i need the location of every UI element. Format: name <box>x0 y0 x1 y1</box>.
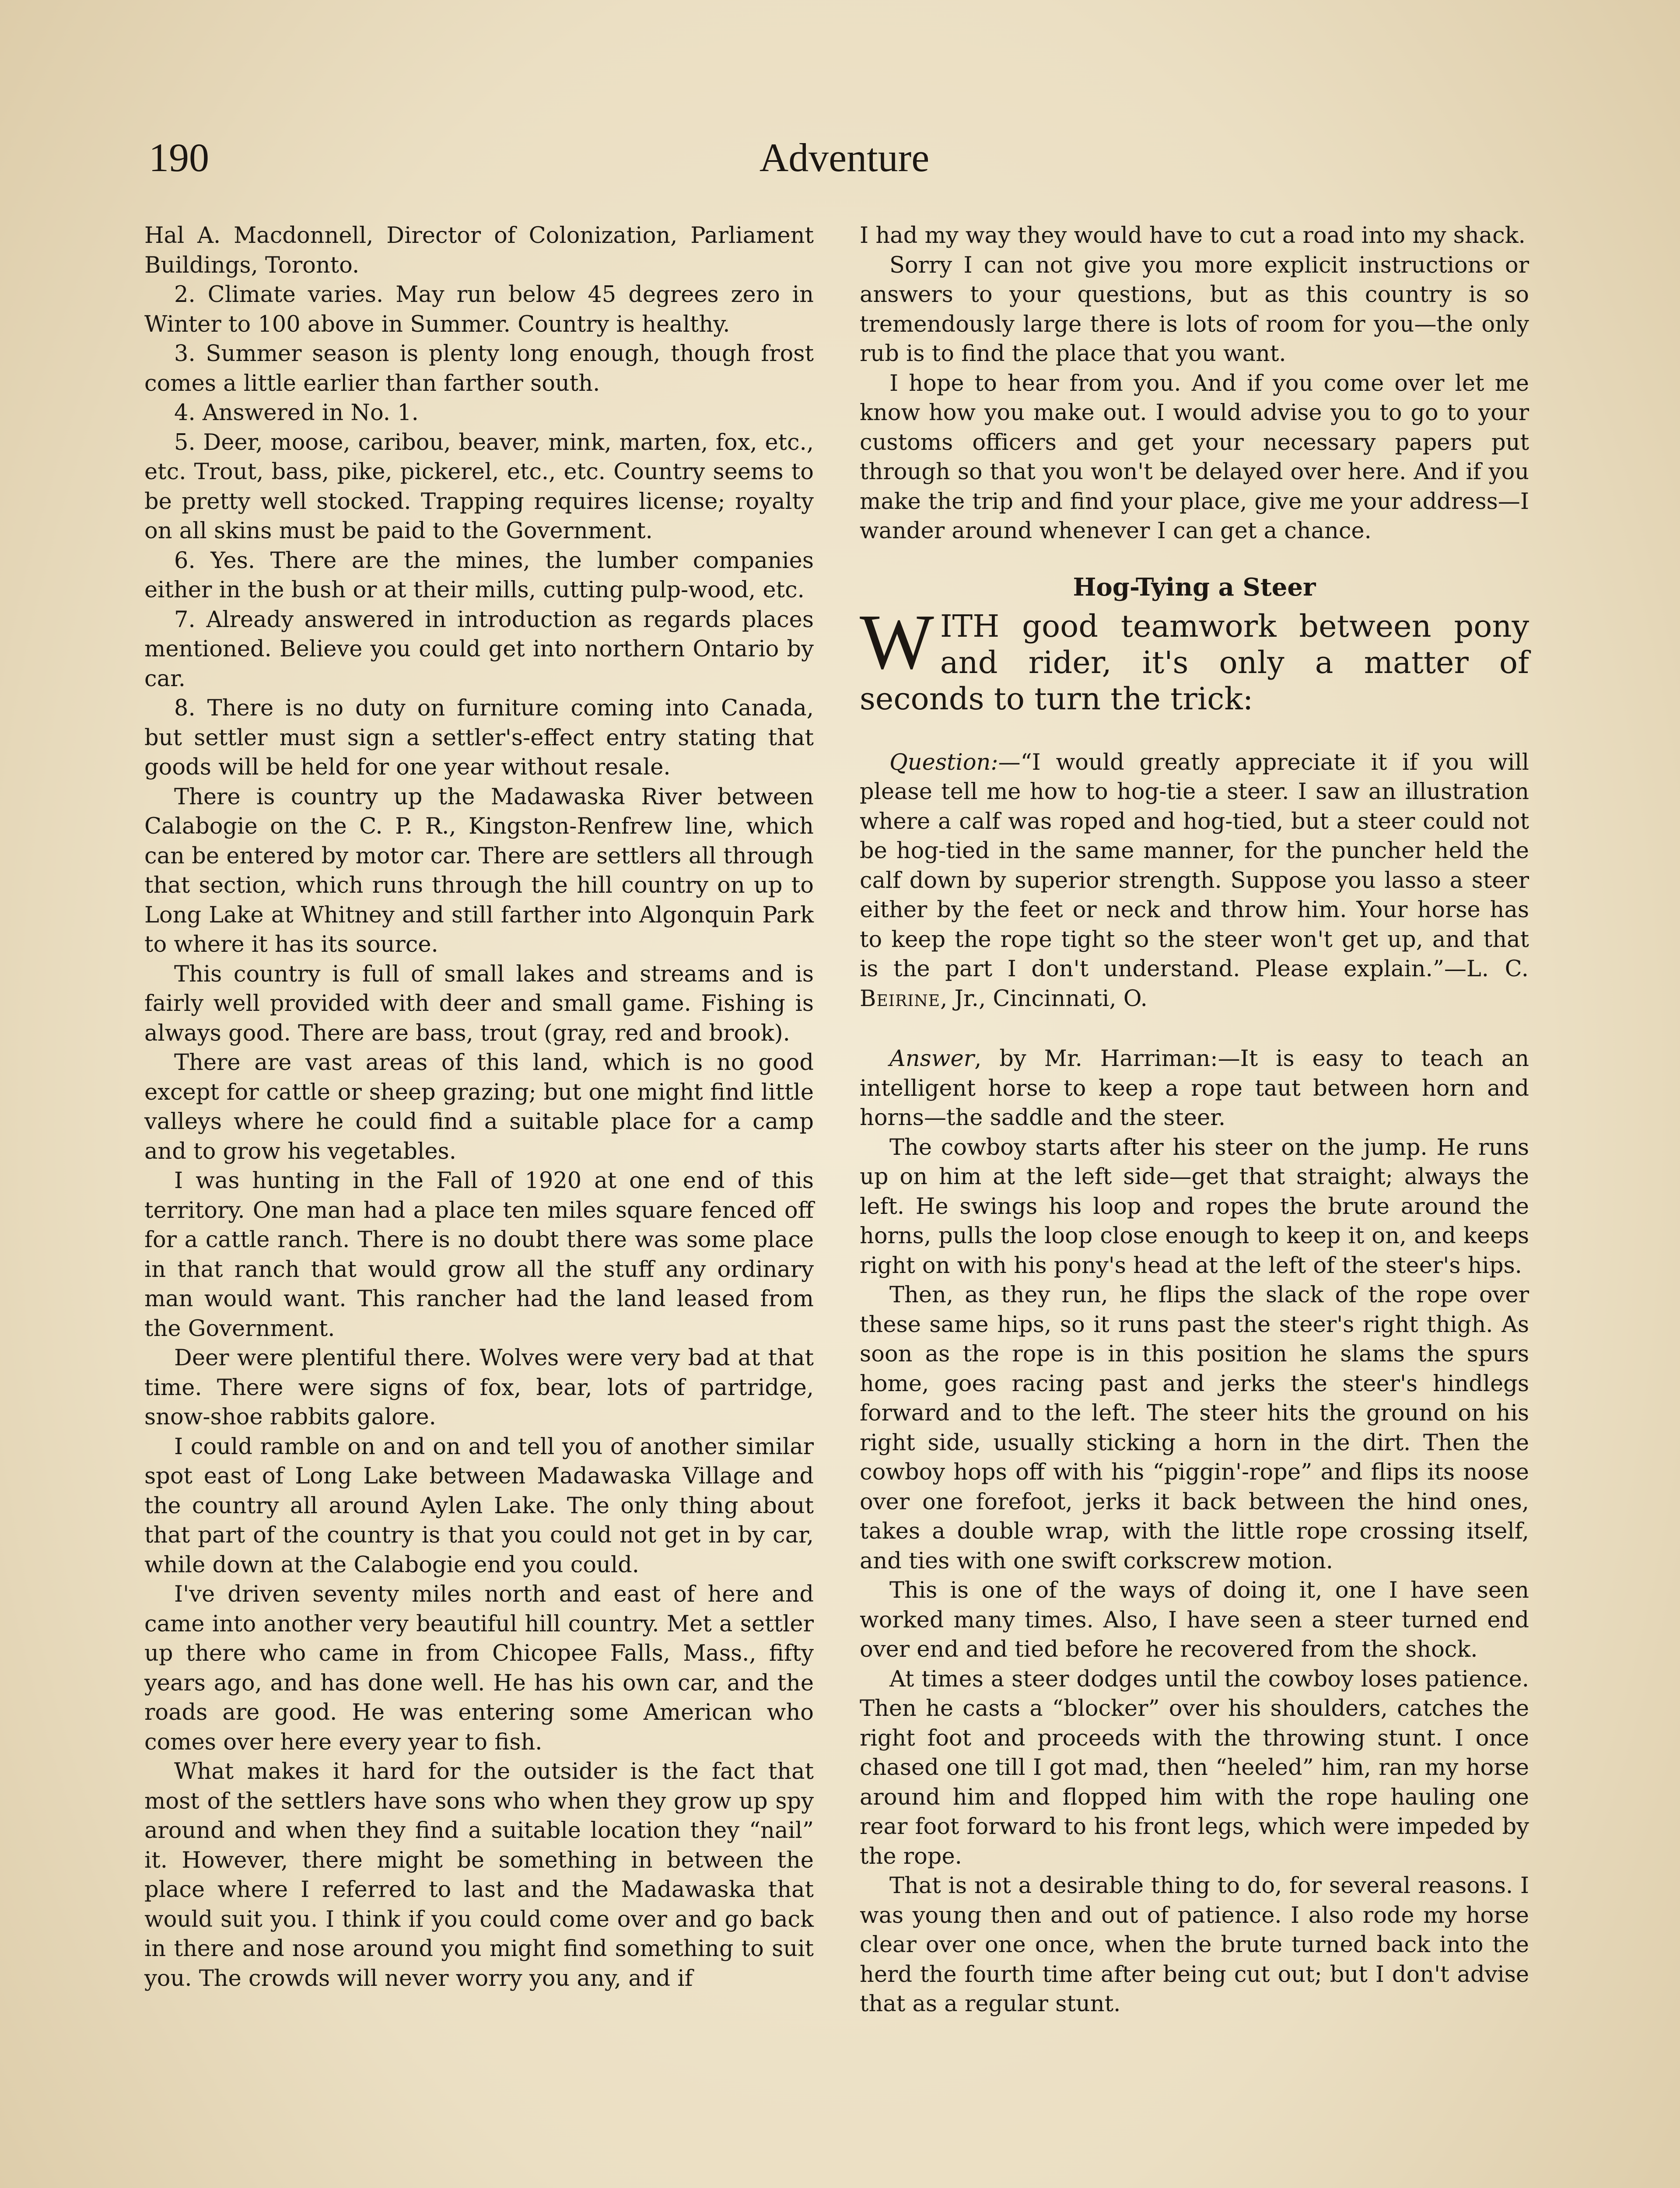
page-number: 190 <box>149 135 209 180</box>
answer-paragraph <box>860 1044 1529 1133</box>
paragraph: I could ramble on and on and tell you of another similar spot east of Long Lake between Madawaska Village and the country all around Aylen Lake. The only thing about that part of the country is that you could not get in by car, while down at the Calabogie end you could. <box>144 1434 814 1578</box>
paragraph: 4. Answered in No. 1. <box>174 400 419 426</box>
paragraph: 3. Summer season is plenty long enough, though frost comes a little earlier than farther south. <box>144 341 814 396</box>
paragraph: There is country up the Madawaska River between Calabogie on the C. P. R., Kingston-Renfrew line, which can be entered by motor car. There are settlers all through that section, which runs through the hill country on up to Long Lake at Whitney and still farther into Algonquin Park to where it has its source. <box>144 784 814 957</box>
paragraph: What makes it hard for the outsider is the fact that most of the settlers have sons who when they grow up spy around and when they find a suitable location they “nail” it. However, there might be something in between the place where I referred to last and the Madawaska that would suit you. I think if you could come over and go back in there and nose around you might find something to suit you. The crowds will never worry you any, and if <box>144 1759 814 1992</box>
left-column <box>144 221 814 1993</box>
lead-text: ITH good teamwork between pony and rider, it's only a matter of seconds to turn the trick: <box>860 608 1529 717</box>
paragraph: That is not a desirable thing to do, for several reasons. I was young then and out of patience. I also rode my horse clear over one once, when the brute turned back into the herd the fourth time after being cut out; but I don't advise that as a regular stunt. <box>860 1873 1529 2017</box>
page-header <box>149 131 1540 188</box>
paragraph: I had my way they would have to cut a road into my shack. <box>860 223 1526 249</box>
paragraph: I've driven seventy miles north and east of here and came into another very beautiful hill country. Met a settler up there who came in from Chicopee Falls, Mass., fifty years ago, and has done well. He has his own car, and the roads are good. He was entering some American who comes over here every year to fish. <box>144 1581 814 1755</box>
paragraph: 5. Deer, moose, caribou, beaver, mink, marten, fox, etc., etc. Trout, bass, pike, pickerel, etc., etc. Country seems to be pretty well stocked. Trapping requires license; royalty on all skins must be paid to the Government. <box>144 429 814 544</box>
question-text: —“I would greatly appreciate it if you will please tell me how to hog-tie a steer. I saw an illustration where a calf was roped and hog-tied, but a steer could not be hog-tied in the same manner, for the puncher held the calf down by superior strength. Suppose you lasso a steer either by the feet or neck and throw him. Your horse has to keep the rope tight so the steer won't get up, and that is the part I don't understand. Please explain.”— <box>860 749 1529 982</box>
paragraph: 6. Yes. There are the mines, the lumber companies either in the bush or at their mills, cutting pulp-wood, etc. <box>144 547 814 603</box>
paragraph: I hope to hear from you. And if you come over let me know how you make out. I would advise you to go to your customs officers and get your necessary papers put through so that you won't be delayed over here. And if you make the trip and find your place, give me your address—I wander around whenever I can get a chance. <box>860 370 1529 544</box>
paragraph: This country is full of small lakes and streams and is fairly well provided with deer and small game. Fishing is always good. There are bass, trout (gray, red and brook). <box>144 961 814 1046</box>
drop-cap: W <box>860 598 934 685</box>
answer-intro: , by Mr. Harriman:—It is easy to teach an intelligent horse to keep a rope taut between horn and horns—the saddle and the steer. <box>860 1046 1529 1131</box>
paragraph: 8. There is no duty on furniture coming into Canada, but settler must sign a settler's-effect entry stating that goods will be held for one year without resale. <box>144 695 814 780</box>
question-label: Question: <box>889 749 998 775</box>
paragraph: Deer were plentiful there. Wolves were very bad at that time. There were signs of fox, bear, lots of partridge, snow-shoe rabbits galore. <box>144 1345 814 1430</box>
question-paragraph <box>860 748 1529 1014</box>
paragraph: 2. Climate varies. May run below 45 degrees zero in Winter to 100 above in Summer. Country is healthy. <box>144 282 814 337</box>
paragraph: The cowboy starts after his steer on the jump. He runs up on him at the left side—get that straight; always the left. He swings his loop and ropes the brute around the horns, pulls the loop close enough to keep it on, and keeps right on with his pony's head at the left of the steer's hips. <box>860 1134 1529 1279</box>
section-heading: Hog-Tying a Steer <box>1073 572 1316 602</box>
paragraph: I was hunting in the Fall of 1920 at one end of this territory. One man had a place ten miles square fenced off for a cattle ranch. There is no doubt there was some place in that ranch that would grow all the stuff any ordinary man would want. This rancher had the land leased from the Government. <box>144 1168 814 1342</box>
paragraph: Hal A. Macdonnell, Director of Colonization, Parliament Buildings, Toronto. <box>144 223 814 278</box>
paragraph: Sorry I can not give you more explicit instructions or answers to your questions, but as this country is so tremendously large there is lots of room for you—the only rub is to find the place that you want. <box>860 252 1529 367</box>
paragraph: At times a steer dodges until the cowboy loses patience. Then he casts a “blocker” over his shoulders, catches the right foot and proceeds with the throwing stunt. I once chased one till I got mad, then “heeled” him, ran my horse around him and flopped him with the rope hauling one rear foot forward to his front legs, which were impeded by the rope. <box>860 1666 1529 1869</box>
paragraph: This is one of the ways of doing it, one I have seen worked many times. Also, I have seen a steer turned end over end and tied before he recovered from the shock. <box>860 1578 1529 1662</box>
running-title: Adventure <box>759 135 930 180</box>
answer-label: Answer <box>889 1046 975 1072</box>
question-signature-tail: , Jr., Cincinnati, O. <box>940 985 1148 1012</box>
paragraph: 7. Already answered in introduction as regards places mentioned. Believe you could get into northern Ontario by car. <box>144 607 814 692</box>
question-signature: L. C. Beirine <box>860 956 1529 1012</box>
paragraph: Then, as they run, he flips the slack of the rope over these same hips, so it runs past the steer's right thigh. As soon as the rope is in this position he slams the spurs home, goes racing past and jerks the steer's hindlegs forward and to the left. The steer hits the ground on his right side, usually sticking a horn in the dirt. Then the cowboy hops off with his “piggin'-rope” and flips its noose over one forefoot, jerks it back between the hind ones, takes a double wrap, with the little rope crossing itself, and ties with one swift corkscrew motion. <box>860 1282 1529 1574</box>
section-lead <box>860 598 1529 717</box>
right-column <box>860 221 1529 2019</box>
paragraph: There are vast areas of this land, which is no good except for cattle or sheep grazing; but one might find little valleys where he could find a suitable place for a camp and to grow his vegetables. <box>144 1050 814 1164</box>
